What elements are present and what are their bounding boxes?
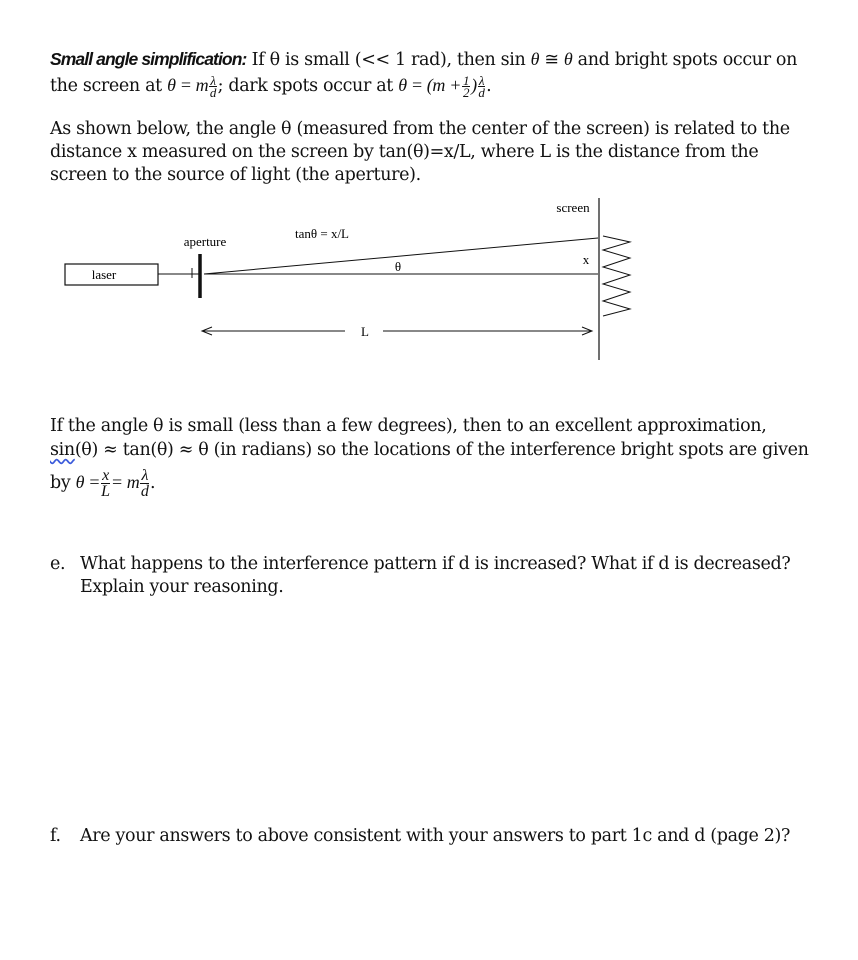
aperture-label: aperture	[183, 234, 227, 249]
intro-line-1	[50, 48, 810, 72]
bright-spot-equation: θ = m	[167, 75, 209, 95]
tan-theta-label: tanθ = x/L	[295, 226, 349, 241]
sin-word: sin	[50, 440, 75, 460]
fraction-numerator: x	[102, 467, 109, 484]
approx-equation-line	[50, 468, 820, 499]
fraction-numerator: λ	[210, 73, 216, 88]
x-over-L-fraction	[101, 468, 110, 499]
dark-spot-equation: θ = (m +	[398, 75, 462, 95]
close-paren: )	[471, 75, 477, 95]
geometry-paragraph: As shown below, the angle θ (measured from the center of the screen) is related to the distance x measured on the screen by tan(θ)=x/L, where L is the distance from the screen to the source of light (the aperture).	[50, 119, 790, 185]
double-slit-diagram	[0, 190, 858, 365]
fraction-numerator: λ	[141, 467, 149, 484]
intro-line2-mid: ; dark spots occur at	[217, 76, 393, 96]
approx-line-2	[50, 439, 820, 462]
fraction-denominator: d	[209, 85, 217, 100]
approx-symbol: ≅	[544, 50, 559, 70]
intro-line1-text: If θ is small (<< 1 rad), then sin	[251, 50, 526, 70]
question-e	[50, 553, 820, 599]
question-letter: e.	[50, 554, 66, 574]
interference-pattern	[603, 236, 630, 316]
intro-line1-end: and bright spots occur on	[577, 50, 798, 70]
fraction-denominator: d	[478, 85, 485, 100]
fraction-numerator: λ	[478, 73, 485, 88]
fraction-numerator: 1	[463, 73, 470, 88]
approximation-paragraph	[50, 415, 820, 499]
L-distance-label: L	[361, 324, 369, 339]
screen-label: screen	[556, 200, 590, 215]
fraction-denominator: d	[140, 483, 149, 500]
x-distance-label: x	[582, 252, 590, 267]
intro-line2-start: the screen at	[50, 76, 162, 96]
lambda-over-d-fraction	[140, 468, 149, 499]
question-f	[50, 825, 820, 848]
question-letter: f.	[50, 826, 61, 846]
equation-period: .	[486, 76, 492, 96]
approx-line-1: If the angle θ is small (less than a few degrees), then to an excellent approximation,	[50, 416, 767, 436]
equation-theta: θ =	[75, 472, 101, 492]
question-text: Are your answers to above consistent with your answers to part 1c and d (page 2)?	[80, 826, 791, 846]
lambda-over-d-fraction	[478, 75, 485, 98]
question-text: What happens to the interference pattern if d is increased? What if d is decreased? Explain your reasoning.	[80, 554, 791, 597]
section-heading: Small angle simplification:	[50, 49, 247, 69]
theta-symbol: θ	[563, 49, 573, 69]
approx-line2-rest: (θ) ≈ tan(θ) ≈ θ (in radians) so the locations of the interference bright spots are given	[74, 440, 809, 460]
fraction-denominator: 2	[463, 85, 470, 100]
equation-period: .	[150, 473, 156, 493]
by-word: by	[50, 473, 71, 493]
equation-equals-m: = m	[110, 472, 140, 492]
one-half-fraction	[462, 75, 470, 98]
theta-symbol: θ	[530, 49, 540, 69]
small-angle-paragraph	[50, 48, 810, 98]
laser-label: laser	[91, 267, 117, 282]
lambda-over-d-fraction	[209, 75, 216, 98]
fraction-denominator: L	[101, 483, 110, 500]
theta-angle-label: θ	[394, 259, 402, 274]
intro-line-2	[50, 74, 810, 98]
